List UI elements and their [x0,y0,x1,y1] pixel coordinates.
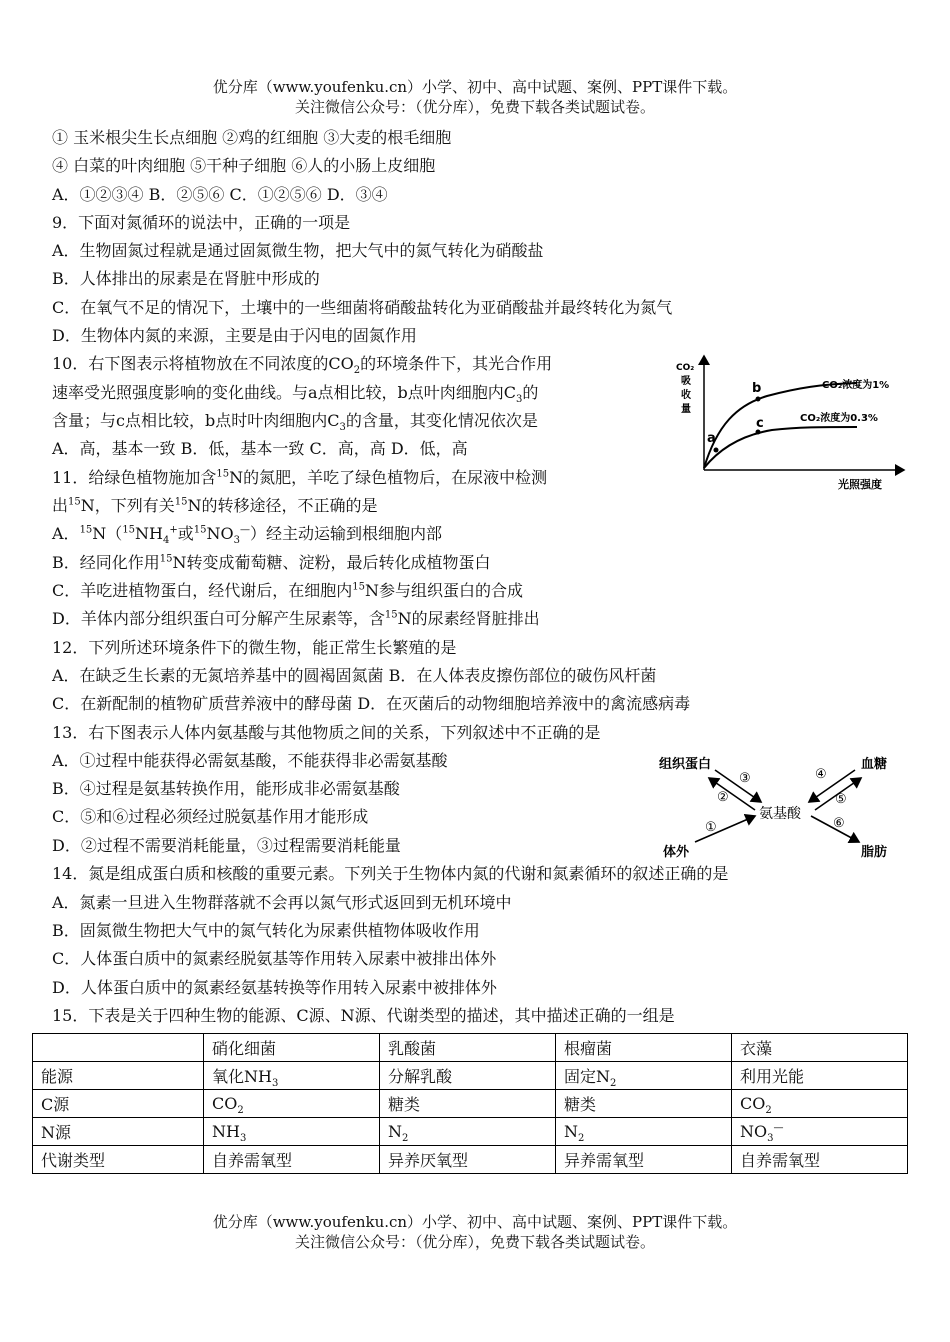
q9-stem: 9．下面对氮循环的说法中，正确的一项是 [52,213,351,232]
table-cell: 氧化$NH_3$ [204,1062,380,1090]
q8-options: A．①②③④ B．②⑤⑥ C．①②⑤⑥ D．③④ [52,185,388,204]
q11-stem-line1: 11．给绿色植物施加含$^{15}$N的氮肥，羊吃了绿色植物后，在尿液中检测 [52,468,548,487]
q12-options-ab: A．在缺乏生长素的无氮培养基中的圆褐固氮菌 B．在人体表皮擦伤部位的破伤风杆菌 [52,666,657,685]
x-label: 光照强度 [838,478,882,491]
table-row-metabolism [33,1146,908,1174]
photosynthesis-graph [672,350,912,495]
label-6: ⑥ [833,816,845,831]
label-a: a [707,431,716,446]
table-row-nitrogen [33,1118,908,1146]
table-cell: 异养厌氧型 [380,1146,556,1174]
table-cell: $NO_3^—$ [732,1118,908,1146]
table-cell: 根瘤菌 [556,1034,732,1062]
table-cell: $CO_2$ [732,1090,908,1118]
table-cell: 衣藻 [732,1034,908,1062]
curve-label-03pct: CO₂浓度为0.3% [800,413,878,424]
y-label-char3: 量 [681,404,691,415]
table-cell: 自养需氧型 [732,1146,908,1174]
y-label-co2: CO₂ [676,363,695,373]
curve-co2-03pct [704,427,857,468]
arrow-1 [695,816,755,842]
table-cell: 利用光能 [732,1062,908,1090]
q13-option-a: A．①过程中能获得必需氨基酸，不能获得非必需氨基酸 [52,751,448,770]
label-b: b [752,381,762,396]
q11-option-a: A．$^{15}N(^{15}NH_4^+$或$^{15}NO_3^—$）经主动运输到根细胞内部 [52,524,443,547]
node-tissue-protein: 组织蛋白 [659,757,712,772]
q12-stem: 12．下列所述环境条件下的微生物，能正常生长繁殖的是 [52,638,457,657]
table-cell: 固定$N_2$ [556,1062,732,1090]
table-cell: 能源 [33,1062,204,1090]
point-b [756,397,761,402]
y-label-char1: 吸 [681,376,691,387]
label-5: ⑤ [835,792,847,807]
table-cell: 硝化细菌 [204,1034,380,1062]
table-row-energy [33,1062,908,1090]
q9-option-d: D．生物体内氮的来源，主要是由于闪电的固氮作用 [52,326,417,345]
q14-option-d: D．人体蛋白质中的氮素经氨基转换等作用转入尿素中被排体外 [52,978,497,997]
q13-stem: 13．右下图表示人体内氨基酸与其他物质之间的关系，下列叙述中不正确的是 [52,723,601,742]
q15-stem: 15．下表是关于四种生物的能源、C源、N源、代谢类型的描述，其中描述正确的一组是 [52,1006,675,1025]
y-label-char2: 收 [681,390,691,401]
label-2: ② [717,790,729,805]
q11-stem-line2: 出$^{15}$N，下列有关$^{15}$N的转移途径，不正确的是 [52,496,378,515]
table-cell: 异养需氧型 [556,1146,732,1174]
table-cell: $N_2$ [380,1118,556,1146]
page-footer-line1: 优分库（www.youfenku.cn）小学、初中、高中试题、案例、PPT课件下载。 [212,1213,738,1231]
table-cell: $N_2$ [556,1118,732,1146]
label-4: ④ [815,767,827,782]
q9-option-b: B．人体排出的尿素是在肾脏中形成的 [52,269,320,288]
node-amino-acid: 氨基酸 [759,806,801,822]
q14-option-b: B．固氮微生物把大气中的氮气转化为尿素供植物体吸收作用 [52,921,480,940]
q11-option-d: D．羊体内部分组织蛋白可分解产生尿素等，含$^{15}$N的尿素经肾脏排出 [52,609,540,628]
q8-cells-line1: ① 玉米根尖生长点细胞 ②鸡的红细胞 ③大麦的根毛细胞 [52,128,452,147]
q10-stem-line3: 含量；与c点相比较，b点时叶肉细胞内$C_3$的含量，其变化情况依次是 [52,411,538,434]
table-cell: 自养需氧型 [204,1146,380,1174]
label-c: c [756,416,764,431]
q13-option-d: D．②过程不需要消耗能量，③过程需要消耗能量 [52,836,401,855]
page-footer-line2: 关注微信公众号：（优分库），免费下载各类试题试卷。 [294,1233,655,1251]
q14-option-a: A．氮素一旦进入生物群落就不会再以氮气形式返回到无机环境中 [52,893,512,912]
q13-option-b: B．④过程是氨基转换作用，能形成非必需氨基酸 [52,779,400,798]
table-cell [33,1034,204,1062]
q11-option-c: C．羊吃进植物蛋白，经代谢后，在细胞内$^{15}$N参与组织蛋白的合成 [52,581,523,600]
table-cell: C源 [33,1090,204,1118]
q12-options-cd: C．在新配制的植物矿质营养液中的酵母菌 D．在灭菌后的动物细胞培养液中的禽流感病毒 [52,694,691,713]
node-blood-sugar: 血糖 [861,757,888,772]
table-row-carbon [33,1090,908,1118]
node-in-vitro: 体外 [663,845,690,860]
table-cell: 糖类 [556,1090,732,1118]
q11-option-b: B．经同化作用$^{15}$N转变成葡萄糖、淀粉，最后转化成植物蛋白 [52,553,491,572]
table-cell: 分解乳酸 [380,1062,556,1090]
table-header-row [33,1034,908,1062]
table-cell: 乳酸菌 [380,1034,556,1062]
table-cell: $CO_2$ [204,1090,380,1118]
q8-cells-line2: ④ 白菜的叶肉细胞 ⑤干种子细胞 ⑥人的小肠上皮细胞 [52,156,436,175]
q13-option-c: C．⑤和⑥过程必须经过脱氨基作用才能形成 [52,807,369,826]
q10-stem-line2: 速率受光照强度影响的变化曲线。与a点相比较，b点叶肉细胞内$C_3$的 [52,383,539,406]
page-header-line1: 优分库（www.youfenku.cn）小学、初中、高中试题、案例、PPT课件下载。 [212,78,738,96]
point-a [714,448,719,453]
table-cell: $NH_3$ [204,1118,380,1146]
organism-table [32,1033,908,1174]
curve-label-1pct: CO₂浓度为1% [822,380,890,391]
table-cell: N源 [33,1118,204,1146]
table-cell: 糖类 [380,1090,556,1118]
page-header-line2: 关注微信公众号：（优分库），免费下载各类试题试卷。 [294,98,655,116]
curve-co2-1pct [704,383,857,468]
node-fat: 脂肪 [861,845,888,860]
q14-stem: 14．氮是组成蛋白质和核酸的重要元素。下列关于生物体内氮的代谢和氮素循环的叙述正确的是 [52,864,729,883]
q9-option-a: A．生物固氮过程就是通过固氮微生物，把大气中的氮气转化为硝酸盐 [52,241,544,260]
q14-option-c: C．人体蛋白质中的氮素经脱氨基等作用转入尿素中被排出体外 [52,949,497,968]
amino-acid-diagram [655,748,905,863]
q9-option-c: C．在氧气不足的情况下，土壤中的一些细菌将硝酸盐转化为亚硝酸盐并最终转化为氮气 [52,298,673,317]
q10-stem-line1: 10．右下图表示将植物放在不同浓度的$CO_2$的环境条件下，其光合作用 [52,354,553,377]
table-cell: 代谢类型 [33,1146,204,1174]
label-3: ③ [739,771,751,786]
label-1: ① [705,820,717,835]
q10-options: A．高，基本一致 B．低，基本一致 C．高，高 D．低，高 [52,439,468,458]
